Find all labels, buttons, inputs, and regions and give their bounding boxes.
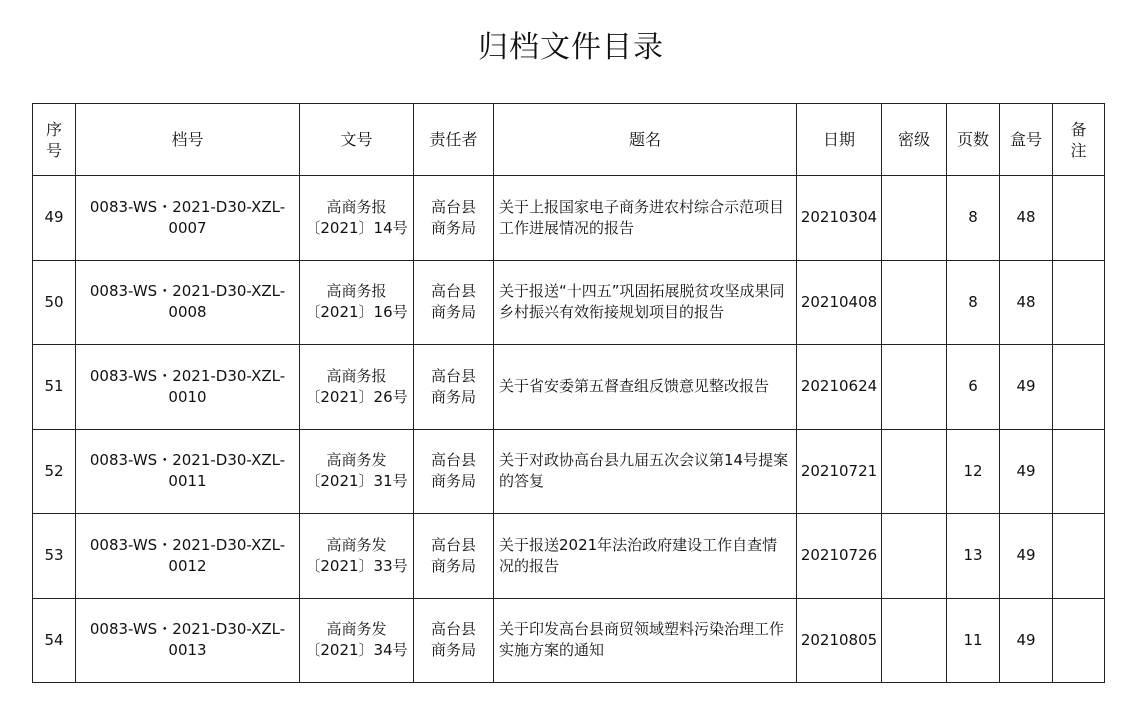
table-row [33,260,1105,345]
cell-security [882,176,947,261]
cell-remark [1053,429,1105,514]
cell-date: 20210408 [797,260,882,345]
cell-pages: 6 [947,345,1000,430]
cell-archive-no [76,260,300,345]
cell-title: 关于印发高台县商贸领域塑料污染治理工作实施方案的通知 [494,598,797,683]
cell-security [882,260,947,345]
cell-remark [1053,260,1105,345]
archive-no-line1: 0083-WS・2021-D30-XZL- [89,451,286,470]
cell-pages: 11 [947,598,1000,683]
cell-title: 关于报送“十四五”巩固拓展脱贫攻坚成果同乡村振兴有效衔接规划项目的报告 [494,260,797,345]
table-row [33,429,1105,514]
archive-table [32,103,1105,683]
archive-no-line2: 0010 [168,387,207,406]
cell-box: 49 [1000,345,1053,430]
table-row [33,598,1105,683]
table-row [33,514,1105,599]
cell-seq: 49 [33,176,76,261]
archive-no-line2: 0007 [168,218,207,237]
cell-doc-no [300,429,414,514]
header-remark-line2: 注 [1070,140,1087,160]
cell-date: 20210624 [797,345,882,430]
cell-box: 48 [1000,176,1053,261]
doc-no-line1: 高商务发 [326,620,387,639]
cell-seq: 53 [33,514,76,599]
archive-no-line1: 0083-WS・2021-D30-XZL- [89,620,286,639]
responsible-line2: 商务局 [430,387,476,406]
doc-no-line1: 高商务发 [326,535,387,554]
cell-seq: 51 [33,345,76,430]
responsible-line2: 商务局 [430,556,476,575]
cell-pages: 8 [947,260,1000,345]
cell-responsible [414,176,494,261]
cell-responsible [414,345,494,430]
cell-seq: 54 [33,598,76,683]
cell-remark [1053,514,1105,599]
cell-doc-no [300,345,414,430]
header-title: 题名 [494,104,797,176]
cell-seq: 52 [33,429,76,514]
archive-no-line1: 0083-WS・2021-D30-XZL- [89,366,286,385]
header-pages: 页数 [947,104,1000,176]
doc-no-line2: 〔2021〕26号 [305,387,408,406]
cell-pages: 8 [947,176,1000,261]
cell-date: 20210721 [797,429,882,514]
responsible-line2: 商务局 [430,303,476,322]
header-security: 密级 [882,104,947,176]
cell-security [882,598,947,683]
doc-no-line1: 高商务报 [326,282,387,301]
cell-responsible [414,429,494,514]
cell-archive-no [76,345,300,430]
archive-no-line1: 0083-WS・2021-D30-XZL- [89,282,286,301]
cell-doc-no [300,176,414,261]
header-date: 日期 [797,104,882,176]
cell-box: 48 [1000,260,1053,345]
responsible-line2: 商务局 [430,641,476,660]
page-title: 归档文件目录 [478,30,664,65]
cell-title: 关于报送2021年法治政府建设工作自查情况的报告 [494,514,797,599]
cell-remark [1053,598,1105,683]
header-responsible: 责任者 [414,104,494,176]
cell-responsible [414,260,494,345]
doc-no-line2: 〔2021〕14号 [305,218,408,237]
cell-archive-no [76,514,300,599]
cell-pages: 12 [947,429,1000,514]
cell-archive-no [76,598,300,683]
responsible-line1: 高台县 [430,282,476,301]
cell-box: 49 [1000,598,1053,683]
cell-title: 关于上报国家电子商务进农村综合示范项目工作进展情况的报告 [494,176,797,261]
table-row [33,176,1105,261]
cell-date: 20210726 [797,514,882,599]
cell-remark [1053,345,1105,430]
header-doc-no: 文号 [300,104,414,176]
header-archive-no: 档号 [76,104,300,176]
header-box: 盒号 [1000,104,1053,176]
doc-no-line1: 高商务发 [326,451,387,470]
table-header [33,104,1105,176]
doc-no-line2: 〔2021〕31号 [305,472,408,491]
responsible-line1: 高台县 [430,451,476,470]
header-remark [1053,104,1105,176]
cell-remark [1053,176,1105,261]
archive-no-line2: 0011 [168,472,207,491]
header-seq [33,104,76,176]
doc-no-line1: 高商务报 [326,366,387,385]
header-seq-line1: 序 [45,119,62,139]
cell-date: 20210805 [797,598,882,683]
cell-title: 关于省安委第五督查组反馈意见整改报告 [494,345,797,430]
responsible-line2: 商务局 [430,472,476,491]
archive-no-line2: 0013 [168,641,207,660]
cell-security [882,345,947,430]
archive-no-line2: 0012 [168,556,207,575]
header-seq-line2: 号 [45,140,62,160]
header-row [33,104,1105,176]
cell-box: 49 [1000,429,1053,514]
cell-date: 20210304 [797,176,882,261]
cell-security [882,429,947,514]
cell-archive-no [76,429,300,514]
doc-no-line2: 〔2021〕34号 [305,641,408,660]
cell-security [882,514,947,599]
cell-doc-no [300,514,414,599]
archive-no-line2: 0008 [168,303,207,322]
responsible-line1: 高台县 [430,620,476,639]
archive-no-line1: 0083-WS・2021-D30-XZL- [89,535,286,554]
cell-title: 关于对政协高台县九届五次会议第14号提案的答复 [494,429,797,514]
doc-no-line2: 〔2021〕33号 [305,556,408,575]
cell-responsible [414,514,494,599]
doc-no-line2: 〔2021〕16号 [305,303,408,322]
header-remark-line1: 备 [1070,119,1087,139]
cell-archive-no [76,176,300,261]
responsible-line1: 高台县 [430,535,476,554]
responsible-line2: 商务局 [430,218,476,237]
cell-doc-no [300,598,414,683]
cell-box: 49 [1000,514,1053,599]
archive-no-line1: 0083-WS・2021-D30-XZL- [89,197,286,216]
cell-seq: 50 [33,260,76,345]
responsible-line1: 高台县 [430,197,476,216]
responsible-line1: 高台县 [430,366,476,385]
cell-responsible [414,598,494,683]
table-row [33,345,1105,430]
doc-no-line1: 高商务报 [326,197,387,216]
table-body [33,176,1105,683]
cell-doc-no [300,260,414,345]
cell-pages: 13 [947,514,1000,599]
